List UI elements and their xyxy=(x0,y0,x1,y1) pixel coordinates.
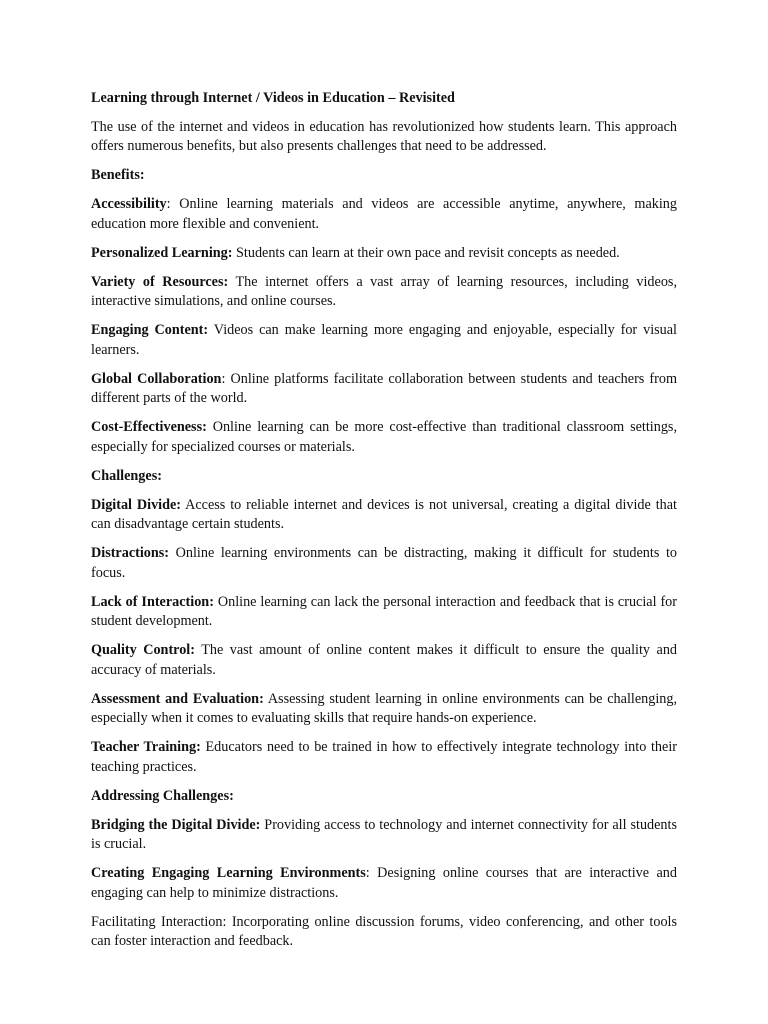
document-page xyxy=(91,89,677,961)
benefit-text: : Online learning materials and videos are accessible anytime, anywhere, making education more flexible and convenient. xyxy=(91,196,677,232)
challenge-term: Lack of Interaction: xyxy=(91,593,214,610)
benefit-item xyxy=(91,273,677,312)
solution-text: Providing access to technology and internet connectivity for all students is crucial. xyxy=(91,816,677,852)
solution-item xyxy=(91,816,677,855)
benefit-item xyxy=(91,321,677,360)
solution-text: : Designing online courses that are interactive and engaging can help to minimize distractions. xyxy=(91,865,677,901)
benefit-text: Online learning can be more cost-effective than traditional classroom settings, especially for specialized courses or materials. xyxy=(91,419,677,455)
challenge-item xyxy=(91,641,677,680)
challenge-term: Quality Control: xyxy=(91,642,195,658)
challenge-text: Online learning environments can be distracting, making it difficult for students to focus. xyxy=(91,545,677,581)
challenge-item xyxy=(91,593,677,632)
challenge-text: Online learning can lack the personal interaction and feedback that is crucial for student development. xyxy=(91,593,678,629)
challenge-item xyxy=(91,738,677,777)
challenge-term: Teacher Training: xyxy=(91,739,201,755)
solution-term: Bridging the Digital Divide: xyxy=(91,816,261,833)
benefit-item xyxy=(91,418,677,457)
challenge-text: Access to reliable internet and devices is not universal, creating a digital divide that can disadvantage certain students. xyxy=(91,496,677,532)
challenge-item xyxy=(91,496,677,535)
challenge-term: Distractions: xyxy=(91,545,170,561)
benefit-text: The internet offers a vast array of learning resources, including videos, interactive simulations, and online courses. xyxy=(91,273,677,309)
benefit-term: Cost-Effectiveness: xyxy=(91,419,207,435)
benefit-item xyxy=(91,195,677,234)
closing-paragraph: Facilitating Interaction: Incorporating online discussion forums, video conferencing, and other tools can foster interaction and feedback. xyxy=(91,913,677,949)
benefit-text: : Online platforms facilitate collaboration between students and teachers from different parts of the world. xyxy=(91,370,677,406)
benefit-item xyxy=(91,370,677,409)
benefit-term: Global Collaboration xyxy=(91,370,222,387)
solution-term: Creating Engaging Learning Environments xyxy=(91,865,366,881)
challenge-text: Assessing student learning in online environments can be challenging, especially when it comes to evaluating skills that require hands-on experience. xyxy=(91,690,677,726)
challenge-item xyxy=(91,690,677,729)
challenges-heading: Challenges: xyxy=(91,467,162,484)
benefit-term: Variety of Resources: xyxy=(91,273,229,290)
benefit-term: Personalized Learning: xyxy=(91,244,233,261)
challenge-item xyxy=(91,544,677,583)
benefit-text: Students can learn at their own pace and revisit concepts as needed. xyxy=(232,244,620,261)
challenge-text: The vast amount of online content makes it difficult to ensure the quality and accuracy of materials. xyxy=(91,642,678,678)
benefit-term: Engaging Content: xyxy=(91,322,209,338)
intro-paragraph: The use of the internet and videos in education has revolutionized how students learn. This approach offers numerous benefits, but also presents challenges that need to be addressed. xyxy=(91,118,677,154)
benefits-heading: Benefits: xyxy=(91,167,145,183)
challenge-term: Digital Divide: xyxy=(91,496,182,513)
benefit-item xyxy=(91,244,677,264)
addressing-heading: Addressing Challenges: xyxy=(91,787,234,804)
challenge-term: Assessment and Evaluation: xyxy=(91,690,264,707)
benefit-text: Videos can make learning more engaging and enjoyable, especially for visual learners. xyxy=(91,322,677,358)
document-title: Learning through Internet / Videos in Education – Revisited xyxy=(91,90,455,106)
benefit-term: Accessibility xyxy=(91,196,167,212)
solution-item xyxy=(91,864,677,903)
challenge-text: Educators need to be trained in how to effectively integrate technology into their teaching practices. xyxy=(91,739,677,775)
